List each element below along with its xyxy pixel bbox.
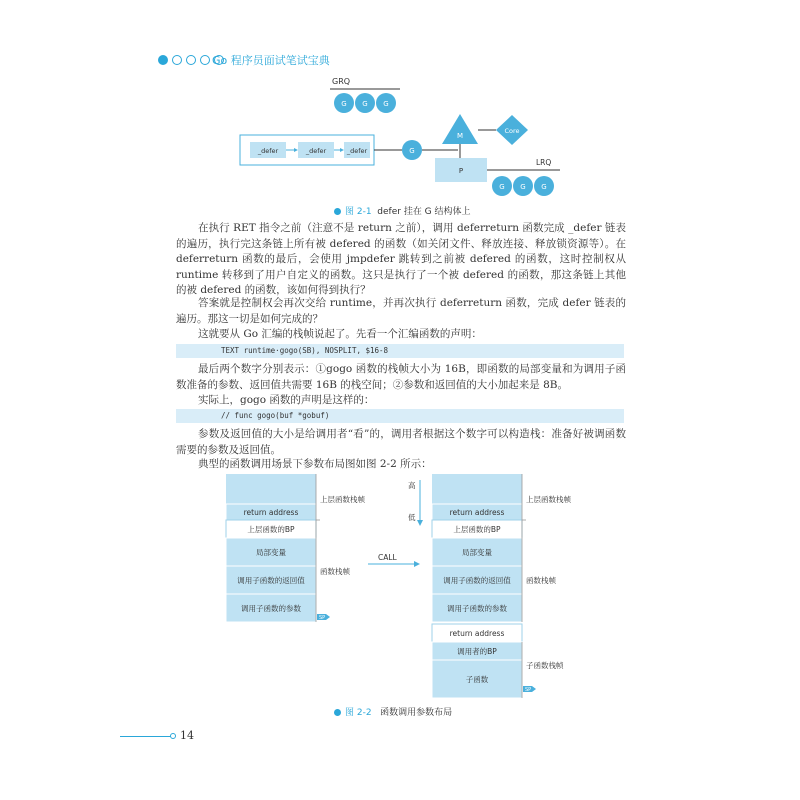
right-args-label: 调用子函数的参数 xyxy=(447,604,507,613)
right-caller-bp-label: 调用者的BP xyxy=(457,647,497,656)
lrq-g-circle-3 xyxy=(534,176,554,196)
defer-label-2: _defer xyxy=(305,147,327,155)
code-line-1: TEXT runtime·gogo(SB), NOSPLIT, $16-8 xyxy=(176,344,624,358)
right-upper-frame-label: 上层函数栈帧 xyxy=(526,495,571,504)
svg-text:G: G xyxy=(499,183,505,191)
high-label: 高 xyxy=(408,481,416,490)
g-circle-main xyxy=(402,140,422,160)
dot-icon xyxy=(158,55,168,65)
right-upper-bp-label: 上层函数的BP xyxy=(453,525,501,534)
right-returns-label: 调用子函数的返回值 xyxy=(443,576,511,585)
right-child-return-label: return address xyxy=(449,629,505,638)
grq-label: GRQ xyxy=(332,77,351,86)
core-label: Core xyxy=(504,127,520,135)
paragraph-3: 这就要从 Go 汇编的栈帧说起了。先看一个汇编函数的声明： xyxy=(198,328,482,340)
right-frame-label: 函数栈帧 xyxy=(526,576,556,585)
figure-2-text: 函数调用参数布局 xyxy=(380,708,453,718)
svg-text:G: G xyxy=(383,100,389,108)
bullet-icon xyxy=(334,208,341,215)
paragraph-7: 典型的函数调用场景下参数布局图如图 2-2 所示： xyxy=(198,458,432,470)
right-locals-label: 局部变量 xyxy=(462,548,492,557)
paragraph-5: 实际上，gogo 函数的声明是这样的： xyxy=(198,394,375,406)
figure-1-caption xyxy=(334,204,471,217)
figure-2-number: 图 2-2 xyxy=(345,708,372,718)
svg-text:G: G xyxy=(520,183,526,191)
lrq-g-circle-1 xyxy=(492,176,512,196)
figure-defer-on-g xyxy=(230,72,570,202)
figure-1-text: defer 挂在 G 结构体上 xyxy=(377,207,471,217)
book-title: Go 程序员面试笔试宝典 xyxy=(212,54,330,67)
lrq-g-circle-2 xyxy=(513,176,533,196)
paragraph-2: 答案就是控制权会再次交给 runtime，并再次执行 deferreturn 函数，完成 defer 链表的遍历。那这一切是如何完成的？ xyxy=(176,297,626,325)
paragraph-4: 最后两个数字分别表示：①gogo 函数的栈帧大小为 16B，即函数的局部变量和为调用子函数准备的参数、返回值共需要 16B 的栈空间；②参数和返回值的大小加起来是 8B。 xyxy=(176,363,626,391)
left-args-label: 调用子函数的参数 xyxy=(241,604,301,613)
right-sp-label: SP xyxy=(525,687,532,693)
page-number: 14 xyxy=(180,729,194,742)
left-upper-bp-label: 上层函数的BP xyxy=(247,525,295,534)
page-number-rule xyxy=(120,736,174,737)
call-label: CALL xyxy=(378,553,397,562)
dot-icon xyxy=(200,55,210,65)
svg-text:G: G xyxy=(409,147,415,155)
lrq-label: LRQ xyxy=(536,158,552,167)
defer-label-3: _defer xyxy=(346,147,368,155)
left-returns-label: 调用子函数的返回值 xyxy=(237,576,305,585)
grq-g-circle-1 xyxy=(334,93,354,113)
svg-text:G: G xyxy=(341,100,347,108)
right-child-label: 子函数 xyxy=(465,675,489,684)
defer-label-1: _defer xyxy=(257,147,279,155)
m-label: M xyxy=(456,132,464,140)
call-arrow xyxy=(414,561,420,567)
figure-2-caption xyxy=(334,705,452,718)
left-sp-label: SP xyxy=(319,615,326,621)
p-label: P xyxy=(458,167,464,175)
paragraph-6: 参数及返回值的大小是给调用者“看”的，调用者根据这个数字可以构造栈：准备好被调函数需要的参数及返回值。 xyxy=(176,428,626,456)
grq-g-circle-3 xyxy=(376,93,396,113)
right-upper-frame-cell xyxy=(432,474,522,504)
left-upper-frame-cell xyxy=(226,474,316,504)
low-label: 低 xyxy=(408,513,416,522)
paragraph-1: 在执行 RET 指令之前（注意不是 return 之前），调用 deferreturn 函数完成 _defer 链表的遍历，执行完这条链上所有被 defered 的函数（如关闭文件、释放连接、释放锁资源等）。在 deferreturn 函数的最后，会使用 jmpdefer 跳转到之前被 defered 的函数，这时控制权从 runtime 转移到了用户自定义的函数。这只是执行了一个被 defered 的函数，那这条链上其他的被 defered 的函数，该如何得到执行？ xyxy=(176,222,626,297)
dot-icon xyxy=(172,55,182,65)
left-upper-frame-label: 上层函数栈帧 xyxy=(320,495,365,504)
dot-icon xyxy=(186,55,196,65)
right-return-address-label: return address xyxy=(449,508,505,517)
page-number-dot-icon xyxy=(170,733,176,739)
figure-stack-layout xyxy=(220,474,590,702)
grq-g-circle-2 xyxy=(355,93,375,113)
code-line-2: // func gogo(buf *gobuf) xyxy=(176,409,624,423)
bullet-icon xyxy=(334,709,341,716)
left-frame-label: 函数栈帧 xyxy=(320,567,350,576)
right-child-frame-label: 子函数栈帧 xyxy=(526,661,564,670)
left-return-address-label: return address xyxy=(243,508,299,517)
left-locals-label: 局部变量 xyxy=(256,548,286,557)
figure-1-number: 图 2-1 xyxy=(345,207,372,217)
svg-text:G: G xyxy=(541,183,547,191)
svg-text:G: G xyxy=(362,100,368,108)
